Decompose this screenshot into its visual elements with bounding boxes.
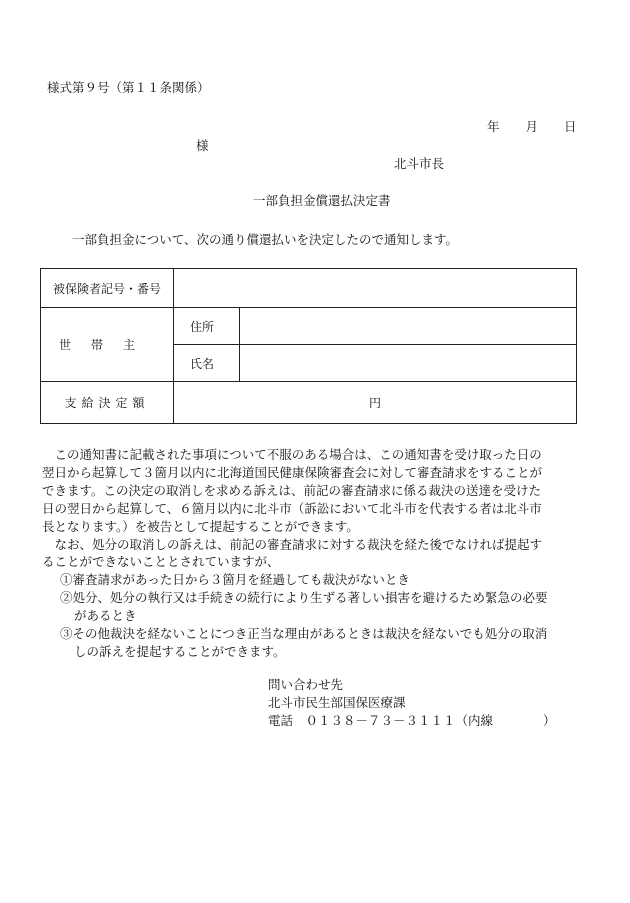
notice-item-3-cont: しの訴えを提起することができます。 xyxy=(74,643,286,659)
amount-label: 支給決定額 xyxy=(41,382,174,424)
appeal-notice xyxy=(42,446,587,661)
notice-line: ることができないこととされていますが、 xyxy=(42,554,280,570)
table-row-insured-number xyxy=(41,269,577,308)
document-title: 一部負担金償還払決定書 xyxy=(253,193,391,208)
notice-line: 翌日から起算して３箇月以内に北海道国民健康保険審査会に対して審査請求をすることが xyxy=(42,464,543,480)
notice-item-2-cont: があるとき xyxy=(74,608,137,624)
name-label: 氏名 xyxy=(174,345,240,382)
table-row-address xyxy=(41,308,577,345)
date-day-label: 日 xyxy=(564,119,577,134)
name-value[interactable] xyxy=(240,345,577,382)
date-line xyxy=(487,121,577,134)
notice-line: なお、処分の取消しの訴えは、前記の審査請求に対する裁決を経た後でなければ提起す xyxy=(54,536,543,552)
notice-line: 日の翌日から起算して、６箇月以内に北斗市（訴訟において北斗市を代表する者は北斗市 xyxy=(42,500,542,516)
insured-number-value[interactable] xyxy=(174,269,577,308)
contact-department: 北斗市民生部国保医療課 xyxy=(268,694,406,710)
householder-label: 世帯主 xyxy=(41,308,174,382)
info-table xyxy=(40,268,577,424)
form-number: 様式第９号（第１１条関係） xyxy=(47,80,210,95)
contact-phone: 電話 ０１３８－７３－３１１１（内線 ） xyxy=(268,712,556,728)
notice-item-1: ①審査請求があった日から３箇月を経過しても裁決がないとき xyxy=(60,572,410,588)
amount-value[interactable]: 円 xyxy=(174,382,577,424)
notice-line: 長となります。）を被告として提起することができます。 xyxy=(42,518,359,534)
recipient-suffix: 様 xyxy=(196,138,209,153)
notice-line: できます。この決定の取消しを求める訴えは、前記の審査請求に係る裁決の送達を受けた xyxy=(42,482,542,498)
notice-item-2: ②処分、処分の執行又は手続きの続行により生ずる著しい損害を避けるため緊急の必要 xyxy=(60,590,548,606)
intro-text: 一部負担金について、次の通り償還払いを決定したので通知します。 xyxy=(72,232,459,247)
notice-line: この通知書に記載された事項について不服のある場合は、この通知書を受け取った日の xyxy=(54,447,542,462)
date-year-label: 年 xyxy=(487,119,500,134)
contact-heading: 問い合わせ先 xyxy=(268,677,344,692)
insured-number-label: 被保険者記号・番号 xyxy=(41,269,174,308)
notice-item-3: ③その他裁決を経ないことにつき正当な理由があるときは裁決を経ないでも処分の取消 xyxy=(60,626,548,642)
address-label: 住所 xyxy=(174,308,240,345)
issuer-name: 北斗市長 xyxy=(394,156,445,171)
contact-block xyxy=(268,676,556,730)
table-row-amount xyxy=(41,382,577,424)
address-value[interactable] xyxy=(240,308,577,345)
date-month-label: 月 xyxy=(525,119,539,134)
